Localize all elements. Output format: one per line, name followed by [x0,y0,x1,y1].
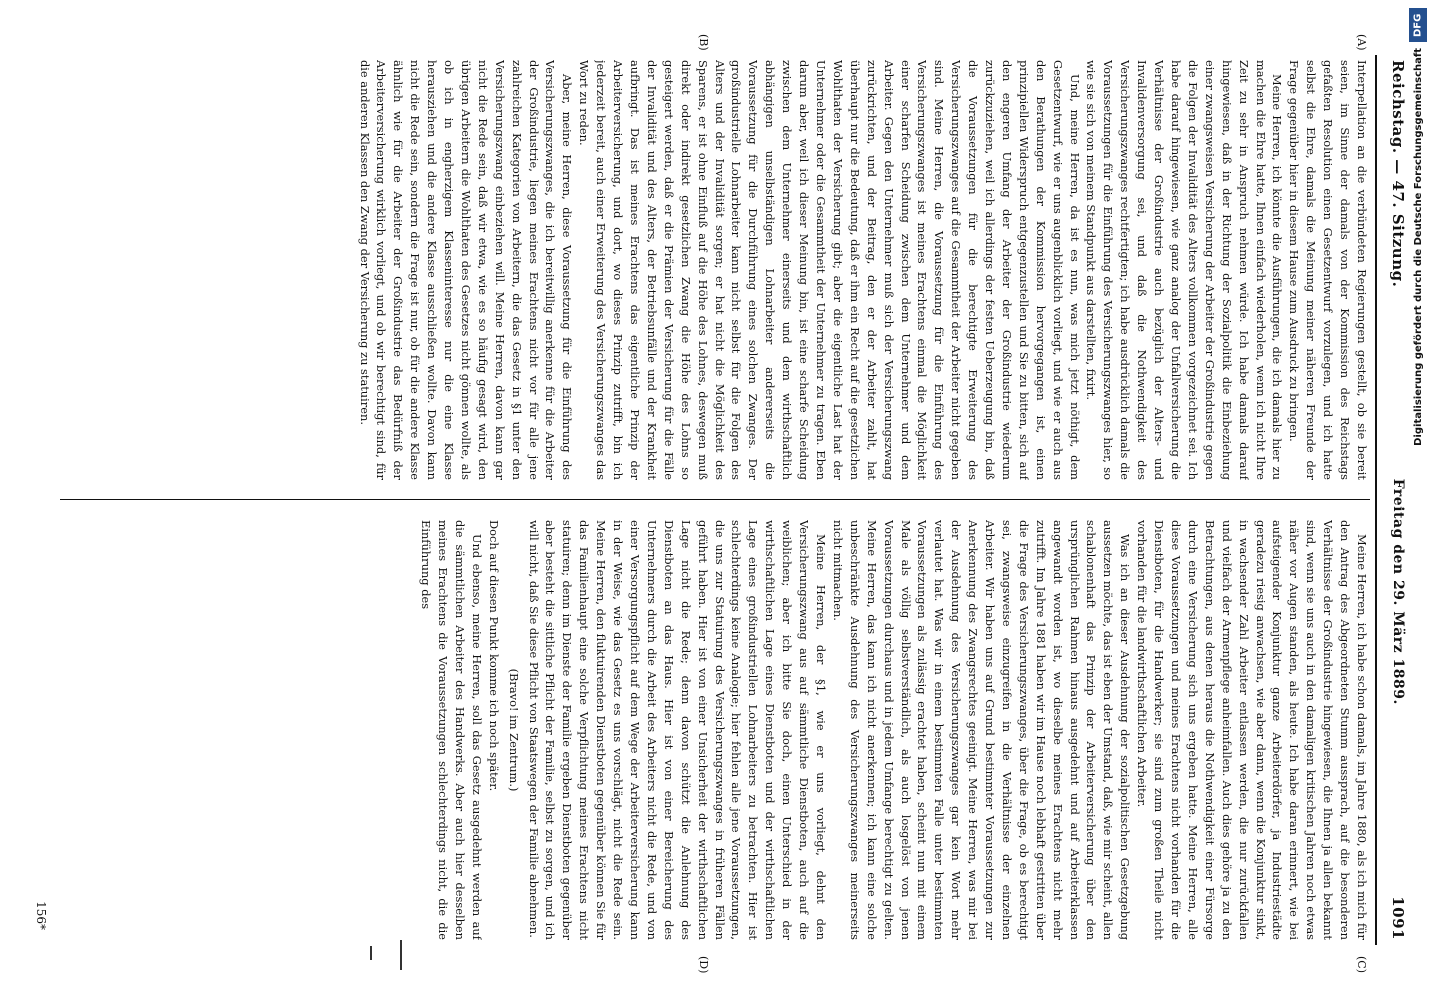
paragraph: Aber, meine Herren, diese Voraussetzung für die Einführung des Versicherungszwanges, die ich bereitwillig anerkenne für die Arbeiter der Großindustrie, liegen meines Erachtens nicht vor für alle jene zahlreichen Kategorien von Arbeitern, die das Gesetz in §1 unter den Versicherungszwang einbeziehen will. Meine Herren, davon kann gar nicht die Rede sein, daß wir etwa, wie es so häufig gesagt wird, den übrigen Arbeitern die Wohlthaten des Gesetzes nicht gönnen wollte, als ob ich in engherzigem Klasseninteresse nur die eine Klasse herausziehen und die andere Klasse ausschließen wollte. Davon kann nicht die Rede sein, sondern die Frage ist nur, ob für die andere Klasse ähnlich wie für die Arbeiter der Großindustrie das Bedürfniß der Arbeiterversicherung wirklich vorliegt, und ob wir berechtigt sind, für die anderen Klassen den Zwang der Versicherung zu statuiren. [357,60,575,480]
paragraph: Meine Herren, der §1, wie er uns vorliegt, dehnt den Versicherungszwang aus auf sämmtliche Dienstboten, auch auf die weiblichen; aber ich bitte Sie doch, einen Unterschied in der wirthschaftlichen Lage eines Dienstboten und der wirthschaftlichen Lage eines großindustriellen Lohnarbeiters zu betrachten. Hier ist schlechterdings keine Analogie; hier fehlen alle jene Voraussetzungen, die uns zur Statuirung des Versicherungszwanges in früheren Fällen geführt haben. Hier ist von einer Unsicherheit der wirthschaftlichen Lage nicht die Rede; denn davon schützt die Anlehnung des Dienstboten an das Haus. Hier ist von einer Bereicherung des Unternehmers durch die Arbeit des Arbeiters nicht die Rede, und von einer Versorgungspflicht auf dem Wege der Arbeiterversicherung kann in der Weise, wie das Gesetz es uns vorschlägt, nicht die Rede sein. Meine Herren, den fluktuirenden Dienstboten gegenüber können Sie für das Familienhaupt eine solche Verpflichtung meines Erachtens nicht statuiren; denn im Dienste der Familie ergeben Dienstboten gegenüber aber besteht die sittliche Pflicht der Familie, selbst zu sorgen, und ich will nicht, daß Sie diese Pflicht von Staatswegen der Familie abnehmen. [526,520,828,940]
dfg-logo-text: DFG [1412,13,1424,37]
paragraph: Meine Herren, ich könnte die Ausführungen, die ich damals hier zu machen die Ehre hatte, Ihnen einfach wiederholen, wenn ich nicht Ihre Zeit zu sehr in Anspruch nehmen würde. Ich habe damals darauf hingewiesen, daß in der Richtung der Sozialpolitik die Einbeziehung einer zwangsweisen Versicherung der Arbeiter der Großindustrie gegen die Folgen der Invalidität des Alters vollkommen vorgezeichnet sei. Ich habe darauf hingewiesen, wie ganz analog der Unfallversicherung die Verhältnisse der Großindustrie auch bezüglich der Alters- und Invalidenversorgung sei, und daß die Nothwendigkeit des Versicherungszwanges rechtfertigten; ich habe ausdrücklich damals die Voraussetzungen für die Einführung des Versicherungszwanges hier, so wie sie sich von meinem Standpunkt aus darstellten, fixirt. [1084,60,1285,480]
margin-marker-b: (B) [697,34,710,51]
paragraph: Und ebenso, meine Herren, soll das Gesetz ausgedehnt werden auf die sämmtlichen Arbeiter des Handwerks. Aber auch hier desselben meines Erachtens die Voraussetzungen schlechterdings nicht, die die Einführung des [419,520,484,940]
interjection: (Bravo! im Zentrum.) [506,668,521,792]
header-rule [1375,55,1377,945]
paragraph: Meine Herren, ich habe schon damals, im Jahre 1880, als ich mich für den Antrag des Abgeordneten Stumm aussprach, auf die besonderen Verhältnisse der Großindustrie hingewiesen, die Ihnen ja allen bekannt sind, wenn sie uns auch in den damaligen kritischen Jahren noch etwas näher vor Augen standen, als heute. Ich habe daran erinnert, wie bei aufsteigender Konjunktur ganze Arbeiterdörfer, ja Industriestädte geradezu riesig anwachsen, wie aber dann, wenn die Konjunktur sinkt, in wachsender Zahl Arbeiter entlassen werden, die nur zurückfallen und vielfach der Armenpflege anheimfallen. Auch dies gehöre ja zu den Betrachtungen, aus denen heraus die Nothwendigkeit einer Fürsorge durch eine Versicherung sich uns ergeben hatte. Meine Herren, alle diese Voraussetzungen und meines Erachtens nicht vorhanden für die Dienstboten, für die Handwerker; sie sind zum großen Theile nicht vorhanden für die landwirthschaftlichen Arbeiter. [1135,520,1369,940]
margin-marker-a: (A) [1355,34,1368,51]
paragraph: Was ich an dieser Ausdehnung der sozialpolitischen Gesetzgebung aussetzen möchte, das ist eben der Umstand, daß, wie mir scheint, allen schablonenhaft das Prinzip der Arbeiterversicherung über den ursprünglichen Rahmen hinaus ausgedehnt und auf Arbeiterklassen angewandt worden ist, wo dieselbe meines Erachtens nicht mehr zutrifft. Im Jahre 1881 haben wir im Hause noch lebhaft gestritten über die Frage des Versicherungszwanges, über die Frage, ob es berechtigt sei, zwangsweise einzugreifen in die Verhältnisse der einzelnen Arbeiter. Wir haben uns auf Grund bestimmter Voraussetzungen zur Anerkennung des Zwangsrechtes geeinigt. Meine Herren, was mir bei der Ausdehnung des Versicherungszwanges gar kein Wort mehr verlautet hat. Was wir in einem bestimmten Falle unter bestimmten Voraussetzungen als zulässig erachtet haben, scheint nun mit einem Male als völlig selbstverständlich, als auch losgelöst von jenen Voraussetzungen durchaus und in jedem Umfange berechtigt zu gelten. Meine Herren, das kann ich nicht anerkennen; ich kann eine solche unbeschränkte Ausdehnung des Versicherungszwanges meinerseits nicht mitmachen. [830,520,1133,940]
page-number: 1091 [1389,896,1407,940]
dfg-logo [1409,8,1427,42]
column-divider [60,499,1370,500]
left-column [60,60,1370,480]
right-column [60,520,1370,940]
dfg-footer-strip [1406,0,1430,1000]
header-date: Freitag den 29. März 1889. [1390,478,1406,705]
header-left: Reichstag. — 47. Sitzung. [1389,60,1407,288]
margin-dash [400,940,402,970]
margin-marker-d: (D) [697,956,710,974]
margin-dash [370,946,372,960]
dfg-credit-text: Digitalisierung gefördert durch die Deutsche Forschungsgemeinschaft [1412,48,1424,446]
paragraph: Interpellation an die verbündeten Regierungen gestellt, ob sie bereit seien, im Sinne der damals von der Kommission des Reichstags gefaßten Resolution einen Gesetzentwurf vorzulegen, und ich hatte selbst die Ehre, damals die Meinung meiner näheren Freunde der Frage gegenüber hier in diesem Hause zum Ausdruck zu bringen. [1287,60,1369,480]
printer-signature: 156* [34,901,48,930]
paragraph: Und, meine Herren, da ist es nun, was mich jetzt nöthigt, dem Gesetzentwurf, wie er uns augenblicklich vorliegt, und wie er auch aus den Berathungen der Kommission hervorgegangen ist, einen prinzipiellen Widerspruch entgegenzustellen und Sie zu bitten, sich auf den engeren Umfang der Arbeiter der Großindustrie wiederum zurückzuziehen, weil ich allerdings der festen Ueberzeugung bin, daß die Voraussetzungen für die berechtigte Erweiterung des Versicherungszwanges auf die Gesammtheit der Arbeiter nicht gegeben sind. Meine Herren, die Voraussetzung für die Einführung des Versicherungszwanges ist meines Erachtens einmal die Möglichkeit einer scharfen Scheidung zwischen dem Unternehmer und dem Arbeiter. Gegen den Unternehmer muß sich der Versicherungszwang zurückrichten, und der Beitrag, den er der Arbeiter zahlt, hat überhaupt nur die Bedeutung, daß er ihm ein Recht auf die gesetzlichen Wohlthaten der Versicherung gibt; aber die eigentliche Last hat der Unternehmer oder die Gesammtheit der Unternehmer zu tragen. Eben darum aber, weil ich dieser Meinung bin, ist eine scharfe Scheidung zwischen dem Unternehmer einerseits und dem wirthschaftlich abhängigen unselbständigen Lohnarbeiter andererseits die Voraussetzung für die Durchführung eines solchen Zwanges. Der großindustrielle Lohnarbeiter kann nicht selbst für die Folgen des Alters und der Invalidität sorgen; er hat nicht die Möglichkeit des Sparens, er ist ohne Einfluß auf die Höhe des Lohnes, deswegen muß direkt oder indirekt gesetzlichen Zwang die Höhe des Lohns so gesteigert werden, daß er die Prämien der Versicherung für die Fälle der Invalidität und des Alters, der Betriebsunfälle und der Krankheit aufbringt. Das ist meines Erachtens das eigentliche Prinzip der Arbeiterversicherung, und dort, wo dieses Prinzip zutrifft, bin ich jederzeit bereit, auch einer Erweiterung des Versicherungszwanges das Wort zu reden. [577,60,1082,480]
margin-marker-c: (C) [1355,956,1368,973]
paragraph: Doch auf diesen Punkt komme ich noch später. [486,520,501,792]
